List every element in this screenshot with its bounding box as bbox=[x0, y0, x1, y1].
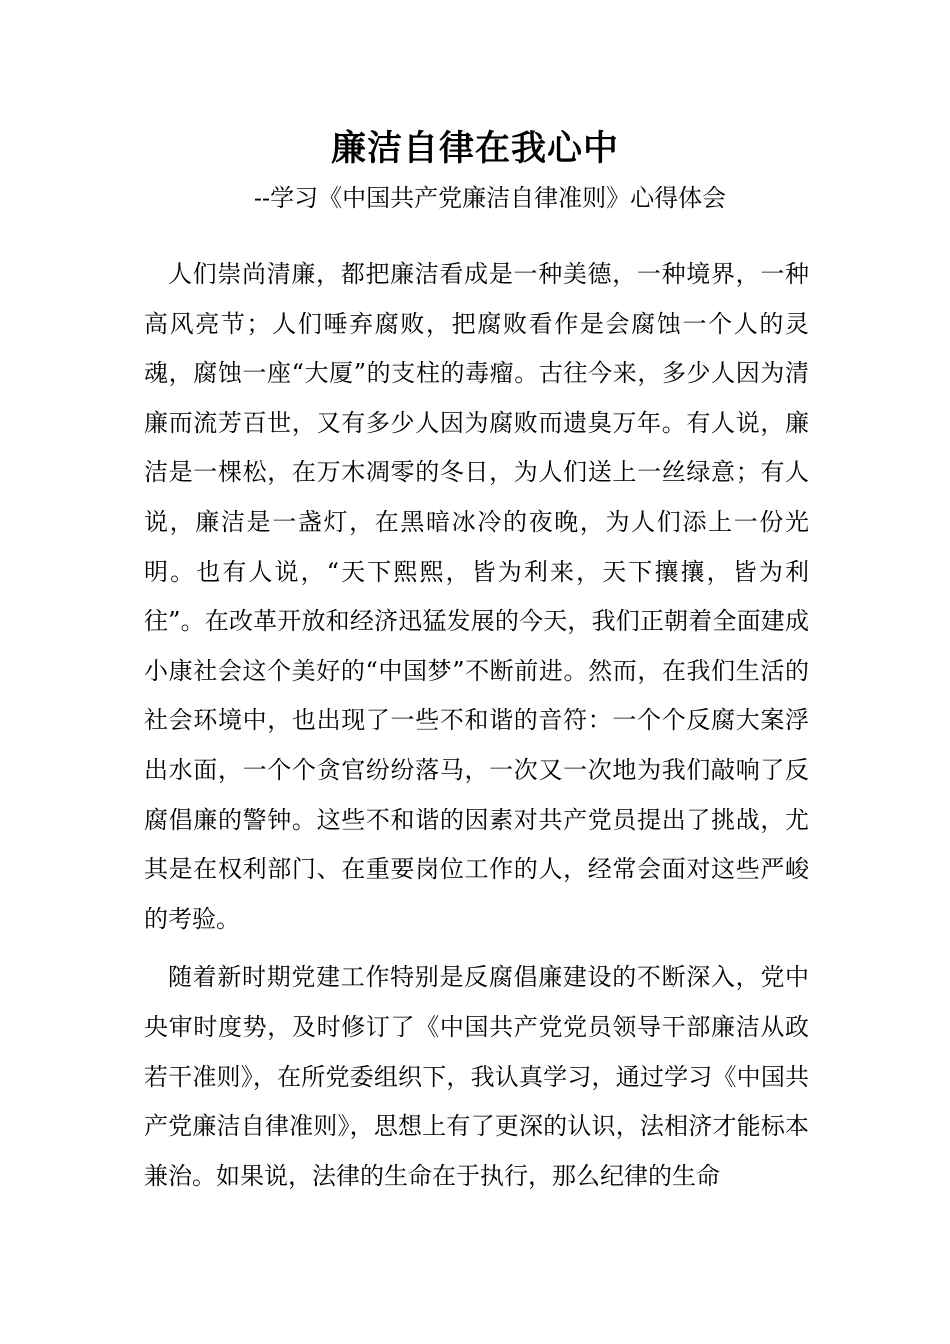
document-subtitle: --学习《中国共产党廉洁自律准则》心得体会 bbox=[253, 184, 727, 212]
paragraph-2: 随着新时期党建工作特别是反腐倡廉建设的不断深入，党中央审时度势，及时修订了《中国共产党党员领导干部廉洁从政若干准则》，在所党委组织下，我认真学习，通过学习《中国共产党廉洁自律准则》，思想上有了更深的认识，法相济才能标本兼治。如果说，法律的生命在于执行，那么纪律的生命 bbox=[144, 963, 809, 1190]
document-body bbox=[144, 250, 809, 1201]
paragraph-1: 人们崇尚清廉，都把廉洁看成是一种美德，一种境界，一种高风亮节；人们唾弃腐败，把腐败看作是会腐蚀一个人的灵魂，腐蚀一座“大厦”的支柱的毒瘤。古往今来，多少人因为清廉而流芳百世，又有多少人因为腐败而遗臭万年。有人说，廉洁是一棵松，在万木凋零的冬日，为人们送上一丝绿意；有人说，廉洁是一盏灯，在黑暗冰冷的夜晚，为人们添上一份光明。也有人说，“天下熙熙，皆为利来，天下攘攘，皆为利往”。在改革开放和经济迅猛发展的今天，我们正朝着全面建成小康社会这个美好的“中国梦”不断前进。然而，在我们生活的社会环境中，也出现了一些不和谐的音符：一个个反腐大案浮出水面，一个个贪官纷纷落马，一次又一次地为我们敲响了反腐倡廉的警钟。这些不和谐的因素对共产党员提出了挑战，尤其是在权利部门、在重要岗位工作的人，经常会面对这些严峻的考验。 bbox=[144, 260, 809, 933]
document-title: 廉洁自律在我心中 bbox=[330, 129, 619, 169]
